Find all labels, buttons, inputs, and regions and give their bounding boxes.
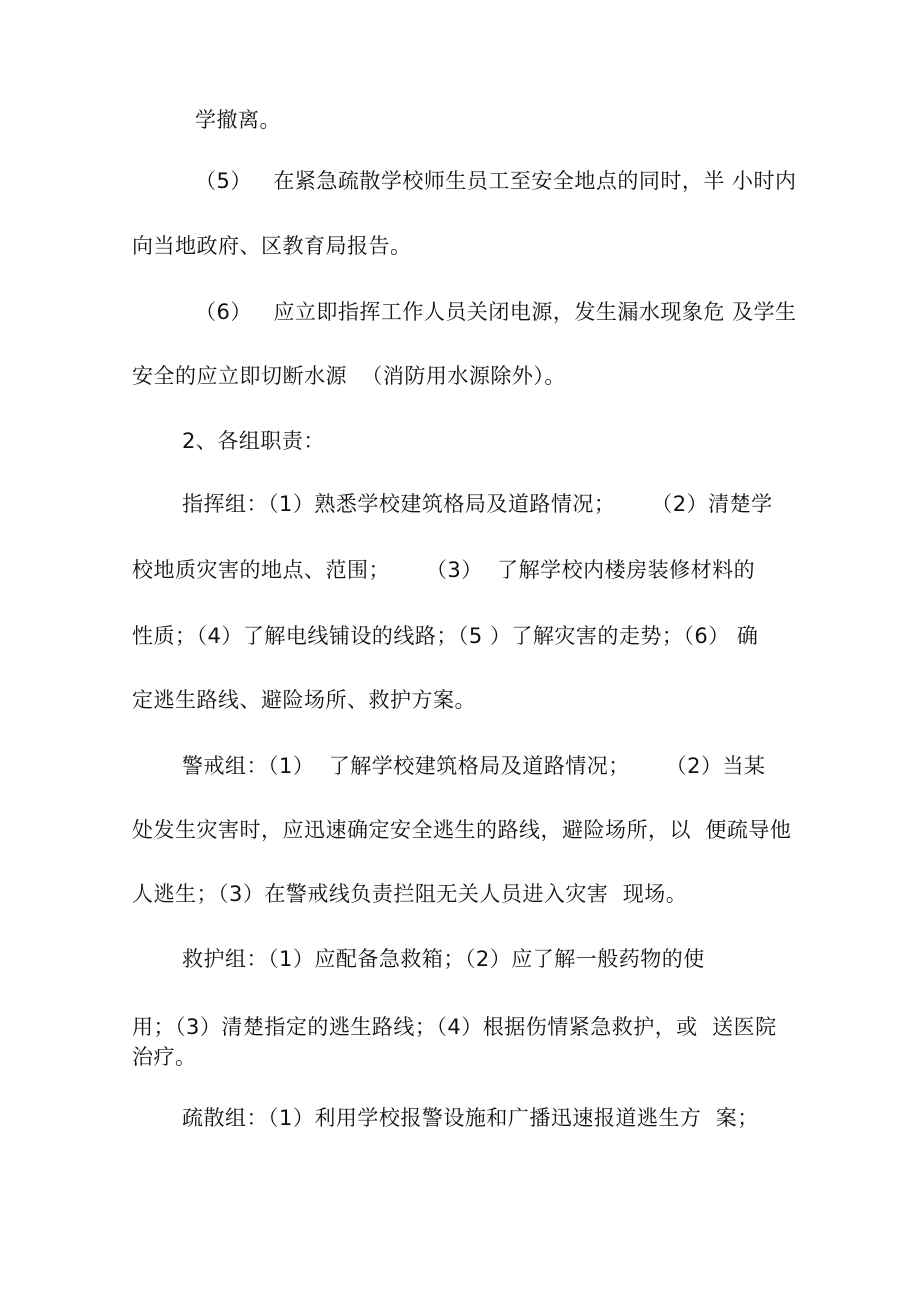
text-line: 向当地政府、区教育局报告。 xyxy=(132,234,412,258)
text-line: 疏散组：（1）利用学校报警设施和广播迅速报道逃生方 案； xyxy=(182,1106,759,1130)
text-line: 指挥组：（1）熟悉学校建筑格局及道路情况； （2）清楚学 xyxy=(182,492,773,516)
text-line: 用；（3）清楚指定的逃生路线；（4）根据伤情紧急救护，或 送医院 xyxy=(132,1015,777,1039)
text-line: 治疗。 xyxy=(132,1045,197,1069)
text-line: 定逃生路线、避险场所、救护方案。 xyxy=(132,688,476,712)
section-heading: 2、各组职责： xyxy=(182,429,325,453)
text-line: 校地质灾害的地点、范围； （3） 了解学校内楼房装修材料的 xyxy=(132,558,756,582)
text-line: 性质；（4）了解电线铺设的线路；（5 ）了解灾害的走势；（6） 确 xyxy=(132,624,759,648)
text-line: （6） 应立即指挥工作人员关闭电源，发生漏水现象危 及学生 xyxy=(195,300,797,324)
text-line: （5） 在紧急疏散学校师生员工至安全地点的同时，半 小时内 xyxy=(195,169,797,193)
text-line: 学撤离。 xyxy=(195,108,281,132)
text-line: 警戒组：（1） 了解学校建筑格局及道路情况； （2）当某 xyxy=(182,754,766,778)
text-line: 安全的应立即切断水源 （消防用水源除外）。 xyxy=(132,364,566,388)
text-line: 处发生灾害时，应迅速确定安全逃生的路线，避险场所，以 便疏导他 xyxy=(132,818,792,842)
text-line: 救护组：（1）应配备急救箱；（2）应了解一般药物的使 xyxy=(182,947,705,971)
text-line: 人逃生；（3）在警戒线负责拦阻无关人员进入灾害 现场。 xyxy=(132,882,688,906)
